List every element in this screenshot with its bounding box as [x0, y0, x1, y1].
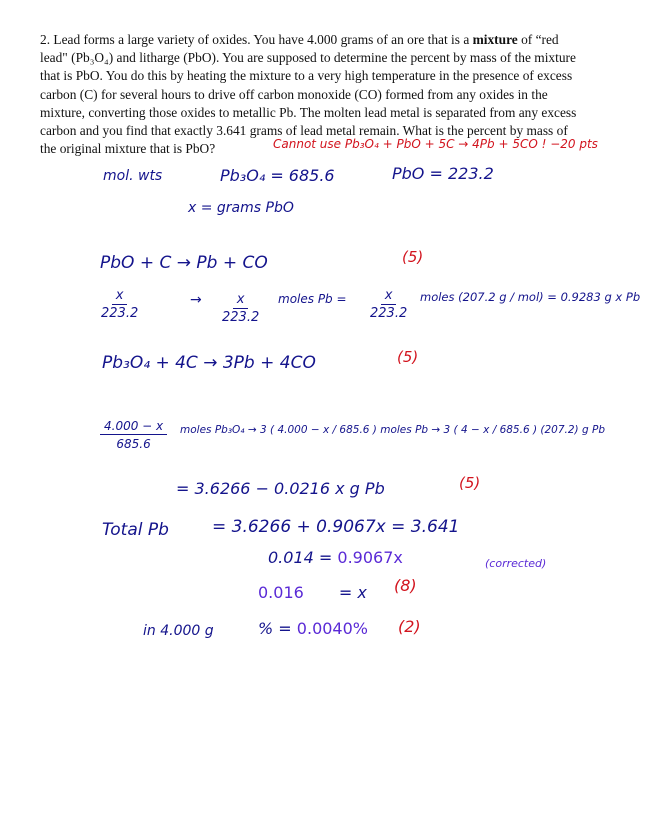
total-equation: = 3.6266 + 0.9067x = 3.641	[212, 517, 460, 537]
total-label: Total Pb	[102, 520, 169, 540]
moles-conversion: moles (207.2 g / mol) = 0.9283 g x Pb	[420, 290, 641, 304]
in-4000g-label: in 4.000 g	[143, 623, 214, 639]
score-3: (5)	[459, 474, 481, 492]
problem-line-5: mixture, converting those oxides to metallic Pb. The molten lead metal is separated from any excess	[40, 104, 577, 120]
score-2: (5)	[397, 348, 419, 366]
reaction-2: Pb₃O₄ + 4C → 3Pb + 4CO	[102, 353, 316, 373]
percent-line: % = 0.0040%	[258, 619, 368, 638]
fraction-1: $\frac{x}{223.2}$	[101, 288, 139, 321]
reaction-1: PbO + C → Pb + CO	[100, 253, 268, 273]
problem-line-6: carbon and you find that exactly 3.641 grams of lead metal remain. What is the percent by mass of	[40, 123, 568, 139]
fraction-2: $\frac{x}{223.2}$	[222, 292, 260, 325]
problem-line-2: lead" (Pb₃O₄) and litharge (PbO). You are supposed to determine the percent by mass of the mixture	[40, 50, 576, 66]
mw-pbo: PbO = 223.2	[392, 164, 494, 183]
step-a: 0.014 = 0.9067x	[268, 548, 403, 567]
result-expression: = 3.6266 − 0.0216 x g Pb	[176, 479, 385, 498]
mol-wts-label: mol. wts	[103, 168, 163, 184]
score-5: (2)	[398, 617, 421, 636]
bold-mixture: mixture	[472, 32, 518, 47]
corrected-note: (corrected)	[485, 557, 547, 570]
moles-pb3o4-chain: moles Pb₃O₄ → 3 ( 4.000 − x / 685.6 ) moles Pb → 3 ( 4 − x / 685.6 ) (207.2) g Pb	[180, 424, 605, 436]
grader-remark: Cannot use Pb₃O₄ + PbO + 5C → 4Pb + 5CO ! −20 pts	[273, 137, 598, 151]
problem-line-7: the original mixture that is PbO?	[40, 141, 216, 157]
step-b-value: 0.016	[258, 583, 304, 602]
problem-line-1: 2. Lead forms a large variety of oxides. You have 4.000 grams of an ore that is a mixture of “red	[40, 32, 559, 47]
problem-line-4: carbon (C) for several hours to drive off carbon monoxide (CO) formed from any oxides in the	[40, 86, 548, 102]
x-definition: x = grams PbO	[188, 200, 294, 216]
percent-value: 0.0040%	[296, 619, 368, 638]
score-4: (8)	[394, 576, 417, 595]
moles-pb-text: moles Pb =	[278, 292, 347, 306]
problem-line-3: that is PbO. You do this by heating the mixture to a very high temperature in the presence of excess	[40, 68, 573, 84]
step-a-corrected-value: 0.9067x	[337, 548, 403, 567]
fraction-4: $\frac{4.000 - x}{685.6}$	[100, 418, 167, 453]
mw-pb3o4: Pb₃O₄ = 685.6	[220, 166, 335, 185]
step-b: 0.016 = x	[258, 583, 367, 602]
arrow-1: →	[190, 292, 202, 308]
fraction-3: $\frac{x}{223.2}$	[370, 288, 408, 321]
score-1: (5)	[402, 248, 424, 266]
